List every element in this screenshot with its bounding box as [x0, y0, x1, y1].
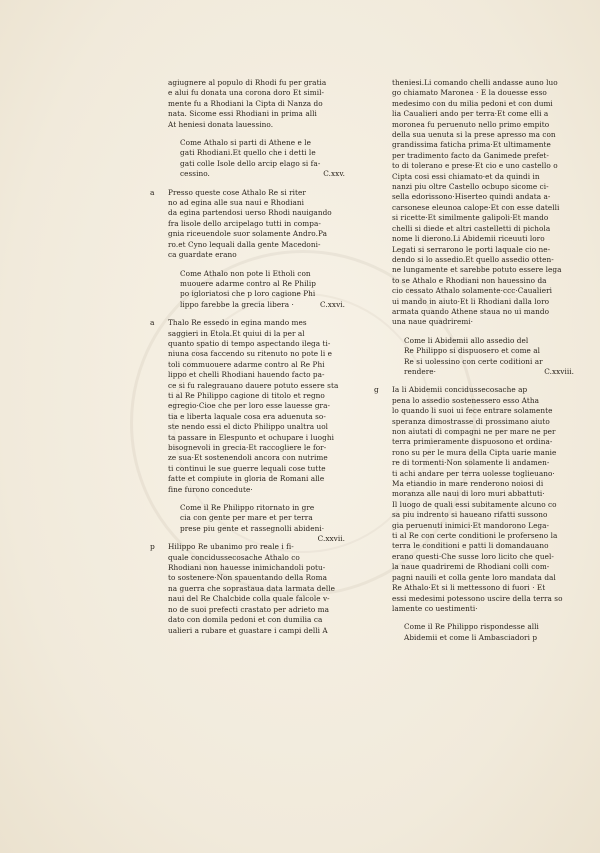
text-line: fra lisole dello arcipelago tutti in compa- [168, 218, 321, 228]
text-line: Il luogo de quali essi subitamente alcuno co [392, 499, 557, 509]
text-line: da egina partendosi uerso Rhodi nauigando [168, 208, 332, 218]
text-line: ti continui le sue guerre lequali cose tutte [168, 463, 326, 473]
text-line: sella edorissono·Hiserteo quindi andata a- [392, 192, 551, 202]
paragraph [150, 542, 353, 636]
paragraph [374, 385, 582, 614]
text-line: dato con domila pedoni et con dumilia ca [168, 615, 323, 625]
text-line: pena lo assedio sostenessero esso Atha [392, 395, 539, 405]
text-line: grandissima faticha prima·Et ultimamente [392, 140, 551, 150]
text-line: cia con gente per mare et per terra [180, 513, 313, 523]
text-line: medesimo con du milia pedoni et con dumi [392, 98, 553, 108]
text-line: to sostenere·Non spauentando della Roma [168, 573, 328, 583]
text-line: ti al Re con certe conditioni le proferseno la [392, 531, 558, 541]
text-line: Come li Abidemii allo assedio del [404, 335, 529, 345]
text-line: ste nendo essi el dicto Philippo unaltra uol [168, 422, 329, 432]
text-line: della sua uenuta si la prese apresso ma con [392, 130, 556, 140]
text-line: no ad egina alle sua naui e Rhodiani [168, 198, 305, 208]
text-line: nanzi piu oltre Castello ocbupo sicome ci- [392, 182, 549, 192]
text-line: Re si uolessino con certe coditioni ar [404, 356, 543, 366]
text-line: fatte et compiute in gloria de Romani alle [168, 474, 325, 484]
chapter-heading [168, 138, 353, 180]
chapter-heading [168, 503, 353, 544]
text-line: ti al Re Philippo cagione di titolo et regno [168, 390, 325, 400]
text-line: egregio·Cioe che per loro esse lauesse gra- [168, 401, 331, 411]
text-line: tia e liberta laquale cosa era aduenuta so- [168, 411, 326, 421]
text-line: Re Philippo si dispuosero et come al [404, 346, 541, 356]
left-column [150, 78, 353, 642]
text-line: no de suoi prefecti crastato per adrieto ma [168, 604, 329, 614]
text-line: bisognevoli in grecia·Et raccogliere le for- [168, 443, 327, 452]
text-line: Abidemii et come li Ambasciadori p [404, 632, 538, 642]
chapter-number: C.xxvii. [317, 534, 345, 544]
text-line: la naue quadriremi de Rhodiani colli com- [392, 562, 550, 572]
text-line: nata. Sicome essi Rhodiani in prima alli [168, 109, 317, 119]
text-line: carsonese eleunoa calope·Et con esse datelli [392, 202, 560, 212]
text-line: moranza alle naui di loro muri abbattuti· [392, 489, 545, 499]
text-line: gnia riceuendole suor solamente Andro.Pa [168, 229, 327, 239]
text-line: na guerra che soprastaua data larmata delle [168, 583, 335, 593]
text-line: una naue quadriremi· [392, 317, 474, 327]
text-line: to di tolerano e prese·Et cio e uno castello o [392, 161, 558, 171]
text-line: ui mando in aiuto·Et li Rhodiani dalla loro [392, 296, 550, 306]
text-line: si ricette·Et similmente galipoli·Et mando [392, 213, 549, 223]
text-line: theniesi.Li comando chelli andasse auno luo [392, 78, 558, 87]
text-line: prese piu gente et rassegnolli abideni· C.xxvii. [180, 524, 353, 534]
text-line: saggieri in Etola.Et quiui di la per al [168, 328, 305, 338]
text-line: gia peruenuti inimici·Et mandorono Lega- [392, 520, 550, 530]
text-line: Ia li Abidemii concidussecosache ap [392, 385, 528, 395]
text-line: lamente co uestimenti· [392, 603, 478, 613]
text-line: go chiamato Maronea · E la douesse esso [392, 88, 547, 98]
text-line: po igloriatosi che p loro cagione Phi [180, 289, 316, 299]
text-block [392, 78, 582, 328]
chapter-number: C.xxviii. [544, 366, 574, 376]
text-line: Come il Re Philippo rispondesse alli [404, 622, 539, 632]
text-line: Legati si serrarono le porti laquale cio ne- [392, 244, 551, 254]
text-line: Hilippo Re ubanimo pro reale i fi- [168, 542, 294, 552]
text-line: lippo farebbe la grecia libera · C.xxvi. [180, 300, 353, 310]
text-line: ualieri a rubare et guastare i campi delli A [168, 625, 328, 635]
text-line: Cipta cosi essi chiamato·et da quindi in [392, 171, 540, 181]
text-line: speranza dimostrasse di prossimano aiuto [392, 416, 550, 426]
text-line: gati colle Isole dello arcip elago si fa- [180, 158, 321, 168]
initial-guide-letter: p [150, 542, 155, 552]
text-line: toli commuouere adarme contro al Re Phi [168, 359, 325, 369]
text-line: dendo si lo assedio.Et quello assedio otten- [392, 254, 554, 264]
text-line: ne lungamente et sarebbe potuto essere lega [392, 265, 562, 275]
text-line: fine furono concedute· [168, 484, 253, 494]
text-line: essi medesimi potessono uscire della terra so [392, 593, 563, 603]
chapter-number: C.xxvi. [320, 299, 345, 309]
chapter-heading [392, 622, 582, 643]
text-line: cessino. C.xxv. [180, 169, 353, 179]
text-line: quanto spatio di tempo aspectando ilega ti- [168, 338, 331, 348]
text-line: niuna cosa faccendo su ritenuto no pote li e [168, 349, 333, 359]
text-line: armata quando Athene staua no ui mando [392, 306, 550, 316]
text-line: moronea fu peruenuto nello primo empito [392, 119, 550, 129]
text-line: Come Athalo si parti di Athene e le [180, 138, 311, 148]
paragraph [150, 318, 353, 495]
text-line: muouere adarme contro al Re Philip [180, 278, 317, 288]
chapter-number: C.xxv. [323, 169, 345, 179]
text-line: rono su per le mura della Cipta uarie manie [392, 447, 557, 457]
text-line: quale concidussecosache Athalo co [168, 552, 300, 562]
text-line: pagni nauili et colla gente loro mandata dal [392, 572, 556, 582]
text-line: terra le conditioni e patti li domandauano [392, 541, 549, 551]
text-line: cio cessato Athalo solamente·ccc·Caualieri [392, 286, 552, 296]
text-line: Presso queste cose Athalo Re si riter [168, 187, 306, 197]
text-line: ce si fu ralegrauano dauere potuto essere sta [168, 380, 339, 390]
paragraph [150, 187, 353, 261]
text-line: to se Athalo e Rhodiani non hauessino da [392, 275, 547, 285]
text-line: gati Rhodiani.Et quello che i detti le [180, 148, 316, 158]
text-line: ti achi andare per terra uolesse toglieuano· [392, 468, 555, 478]
text-line: ca guardate erano [168, 250, 237, 260]
text-line: Rhodiani non hauesse inimichandoli potu- [168, 563, 326, 573]
text-line: terra primieramente dispuosono et ordina- [392, 437, 553, 447]
text-line: Re Athalo·Et si li mettessono di fuori · Et [392, 583, 546, 593]
text-line: Thalo Re essedo in egina mando mes [168, 318, 307, 328]
initial-guide-letter: a [150, 187, 155, 197]
text-line: e alui fu donata una corona doro Et simil- [168, 88, 324, 98]
initial-guide-letter: a [150, 318, 155, 328]
text-line: lo quando li suoi ui fece entrare solamente [392, 406, 553, 416]
text-block [168, 78, 353, 130]
text-line: sa piu indrento si haueano rifatti sussono [392, 510, 548, 520]
text-line: ze sua·Et sostenendoli ancora con nutrime [168, 453, 328, 463]
right-column [374, 78, 582, 651]
text-line: lia Caualieri ando per terra·Et come elli a [392, 109, 549, 119]
text-line: Ma etiandio in mare renderono noiosi di [392, 479, 544, 489]
text-line: ro.et Cyno lequali dalla gente Macedoni- [168, 239, 321, 249]
text-line: Come Athalo non pote li Etholi con [180, 268, 311, 278]
text-line: erano questi·Che susse loro licito che quel- [392, 551, 554, 561]
text-line: lippo et chelli Rhodiani hauendo facto pa- [168, 370, 325, 380]
text-line: non aiutati di compagni ne per mare ne per [392, 427, 556, 436]
initial-guide-letter: g [374, 385, 379, 395]
text-line: chelli si diede et altri castelletti di pichola [392, 223, 551, 233]
text-line: rendere· C.xxviii. [404, 367, 582, 377]
text-line: per tradimento facto da Ganimede prefet- [392, 150, 549, 160]
text-line: Come il Re Philippo ritornato in gre [180, 503, 315, 513]
text-line: At heniesi donata lauessino. [168, 119, 274, 129]
text-line: naui del Re Chalcbide colla quale falcole v- [168, 594, 330, 604]
chapter-heading [168, 269, 353, 311]
chapter-heading [392, 336, 582, 378]
text-line: nome li dierono.Li Abidemii riceuuti loro [392, 234, 545, 244]
text-line: agiugnere al populo di Rhodi fu per gratia [168, 78, 327, 87]
text-line: mente fu a Rhodiani la Cipta di Nanza do [168, 98, 323, 108]
text-line: ta passare in Elespunto et ochupare i luoghi [168, 432, 334, 442]
text-line: re di tormenti·Non solamente li andamen- [392, 458, 550, 468]
